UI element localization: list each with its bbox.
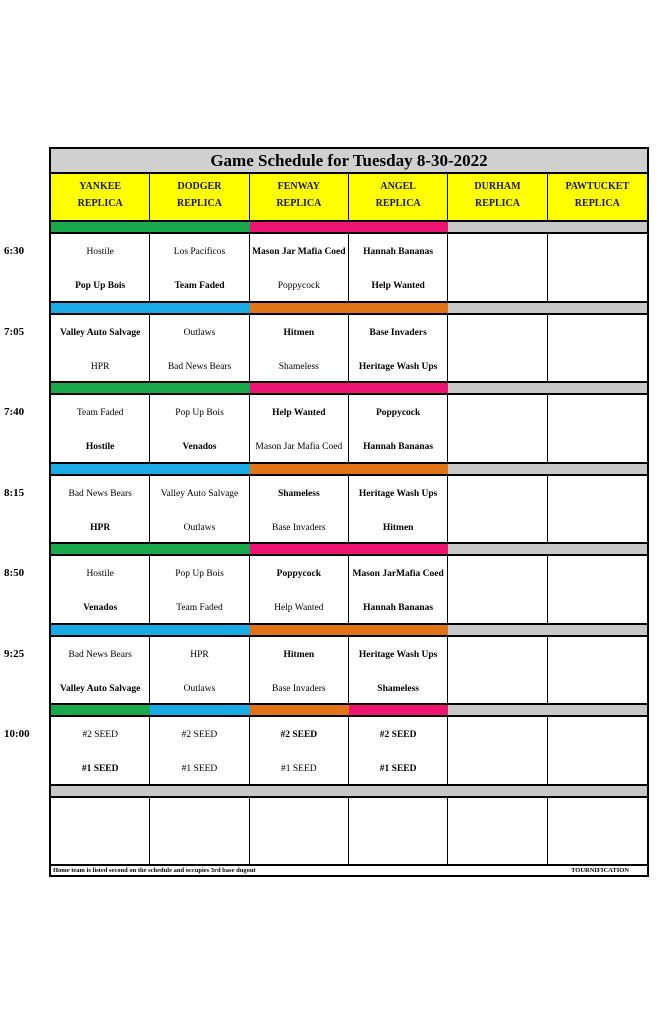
game-cell [250,798,349,865]
game-cell [51,476,150,543]
color-bar [51,542,151,556]
field-name: YANKEE [79,181,122,192]
home-team: Help Wanted [371,281,425,291]
home-team: Valley Auto Salvage [59,683,141,694]
color-bar [548,542,647,556]
color-bar [150,462,250,476]
color-bar [349,462,449,476]
color-bar [51,220,151,234]
color-bar [448,623,548,637]
color-bar [448,462,548,476]
home-team: Base Invaders [272,683,326,694]
time-label: 8:15 [4,486,25,499]
game-cell [250,476,349,543]
game-cell [150,476,249,543]
footer [51,864,647,875]
color-bar [448,220,548,234]
field-subtitle: REPLICA [474,198,520,209]
game-cell [448,637,547,704]
color-bar [250,703,350,717]
visiting-team: Valley Auto Salvage [160,488,239,499]
field-name: FENWAY [277,181,321,192]
game-cell [150,637,249,704]
game-cell [250,637,349,704]
home-team: Venados [83,603,118,613]
color-bar [51,462,151,476]
game-cell [150,315,249,382]
visiting-team: Shameless [277,488,320,499]
home-team: Team Faded [176,603,223,613]
home-team: Hannah Bananas [363,603,434,613]
color-bar [250,784,350,798]
color-bar [448,542,548,556]
game-cell [548,476,647,543]
field-header [250,174,349,220]
time-label: 10:00 [4,728,30,740]
home-team: #1 SEED [81,764,119,774]
game-cell [448,556,547,623]
color-bar [250,462,350,476]
color-bar [150,220,250,234]
field-header [448,174,547,220]
game-cell [250,234,349,301]
visiting-team: #2 SEED [82,730,118,740]
game-cell [548,798,647,865]
field-subtitle: REPLICA [375,198,421,209]
color-bar [448,703,548,717]
visiting-team: Base Invaders [369,327,427,338]
field-name: DODGER [177,181,222,192]
time-label: 7:40 [4,406,25,418]
visiting-team: Heritage Wash Ups [358,488,438,499]
field-subtitle: REPLICA [77,198,123,209]
field-subtitle: REPLICA [176,198,222,209]
game-cell [548,395,647,462]
game-cell [250,395,349,462]
home-team: Heritage Wash Ups [358,361,438,372]
color-bar [250,301,350,315]
game-cell [548,234,647,301]
color-bar [51,623,151,637]
visiting-team: Mason Jar Mafia Coed [252,247,346,257]
game-cell [448,717,547,784]
color-bar [51,381,151,395]
game-cell [349,395,448,462]
color-bar [150,542,250,556]
game-cell [448,234,547,301]
home-team: Hostile [85,442,115,452]
visiting-team: Poppycock [276,569,321,579]
game-cell [349,637,448,704]
color-bar [548,381,647,395]
home-team: #1 SEED [181,764,218,774]
home-team: #1 SEED [281,764,317,774]
home-team: Mason Jar Mafia Coed [255,442,343,452]
time-label: 8:50 [4,567,25,579]
game-cell [349,476,448,543]
color-bar [448,381,548,395]
color-bar [349,381,449,395]
visiting-team: Outlaws [183,327,216,338]
home-team: Team Faded [174,281,225,291]
game-cell [448,798,547,865]
color-bar [548,220,647,234]
game-cell [250,556,349,623]
time-label: 9:25 [4,647,25,660]
game-cell [448,315,547,382]
time-label: 7:05 [4,325,25,338]
game-cell [548,717,647,784]
footer-note: Home team is listed second on the schedule and occupies 3rd base dugout [53,867,256,874]
field-subtitle: REPLICA [276,198,322,209]
time-label: 6:30 [4,245,25,257]
home-team: Poppycock [277,281,320,291]
home-team: Outlaws [183,522,216,533]
color-bar [250,220,350,234]
visiting-team: Hostile [86,569,114,579]
home-team: Base Invaders [272,522,326,533]
game-cell [51,798,150,865]
visiting-team: HPR [190,649,209,660]
game-cell [51,395,150,462]
game-cell [548,315,647,382]
game-cell [51,315,150,382]
color-bar [548,623,647,637]
color-bar [51,784,151,798]
game-cell [51,556,150,623]
home-team: Outlaws [183,683,216,694]
game-cell [448,476,547,543]
visiting-team: Los Pacificos [173,247,226,257]
visiting-team: Heritage Wash Ups [358,649,438,660]
field-header [349,174,448,220]
game-cell [150,717,249,784]
color-bar [250,381,350,395]
schedule-table [49,147,649,877]
color-bar [349,301,449,315]
color-bar [51,703,151,717]
color-bar [150,784,250,798]
visiting-team: Hitmen [283,649,315,660]
home-team: Hitmen [382,522,414,533]
color-bar [548,301,647,315]
field-header [51,174,150,220]
field-header [150,174,249,220]
visiting-team: Help Wanted [272,408,326,418]
game-cell [349,717,448,784]
home-team: #1 SEED [379,764,417,774]
game-cell [349,798,448,865]
color-bar [349,220,449,234]
color-bar [548,462,647,476]
game-cell [448,395,547,462]
game-cell [150,234,249,301]
game-cell [150,395,249,462]
game-cell [548,556,647,623]
color-bar [349,784,449,798]
home-team: HPR [90,522,111,533]
visiting-team: Hitmen [283,327,315,338]
visiting-team: Mason JarMafia Coed [352,569,444,579]
visiting-team: Pop Up Bois [175,408,224,418]
game-cell [51,637,150,704]
color-bar [448,301,548,315]
game-cell [250,315,349,382]
game-cell [349,315,448,382]
footer-brand: TOURNIFICATION [571,867,629,874]
visiting-team: Hostile [86,247,114,257]
field-name: DURHAM [474,181,521,192]
field-subtitle: REPLICA [574,198,620,209]
visiting-team: #2 SEED [280,730,318,740]
visiting-team: Pop Up Bois [175,569,224,579]
home-team: Shameless [377,683,419,694]
home-team: Pop Up Bois [75,281,126,291]
color-bar [548,703,647,717]
game-cell [51,234,150,301]
home-team: Venados [182,442,217,452]
home-team: Hannah Bananas [363,442,434,452]
color-bar [349,623,449,637]
visiting-team: Team Faded [76,408,124,418]
home-team: Bad News Bears [167,361,232,372]
color-bar [150,703,250,717]
game-cell [548,637,647,704]
game-cell [349,234,448,301]
color-bar [250,623,350,637]
color-bar [349,703,449,717]
visiting-team: Valley Auto Salvage [59,327,141,338]
color-bar [51,301,151,315]
field-name: PAWTUCKET [565,181,630,192]
color-bar [150,301,250,315]
game-cell [150,798,249,865]
color-bar [548,784,647,798]
game-cell [349,556,448,623]
color-bar [349,542,449,556]
schedule-title: Game Schedule for Tuesday 8-30-2022 [51,149,647,174]
game-cell [150,556,249,623]
game-cell [250,717,349,784]
home-team: Help Wanted [274,603,324,613]
game-cell [51,717,150,784]
color-bar [448,784,548,798]
visiting-team: #2 SEED [379,730,417,740]
home-team: HPR [90,361,110,372]
color-bar [250,542,350,556]
color-bar [150,381,250,395]
visiting-team: Bad News Bears [68,649,132,660]
visiting-team: Poppycock [375,408,421,418]
visiting-team: Hannah Bananas [363,247,434,257]
home-team: Shameless [278,361,319,372]
field-name: ANGEL [380,181,416,192]
visiting-team: Bad News Bears [68,488,132,499]
field-header [548,174,647,220]
color-bar [150,623,250,637]
visiting-team: #2 SEED [181,730,218,740]
